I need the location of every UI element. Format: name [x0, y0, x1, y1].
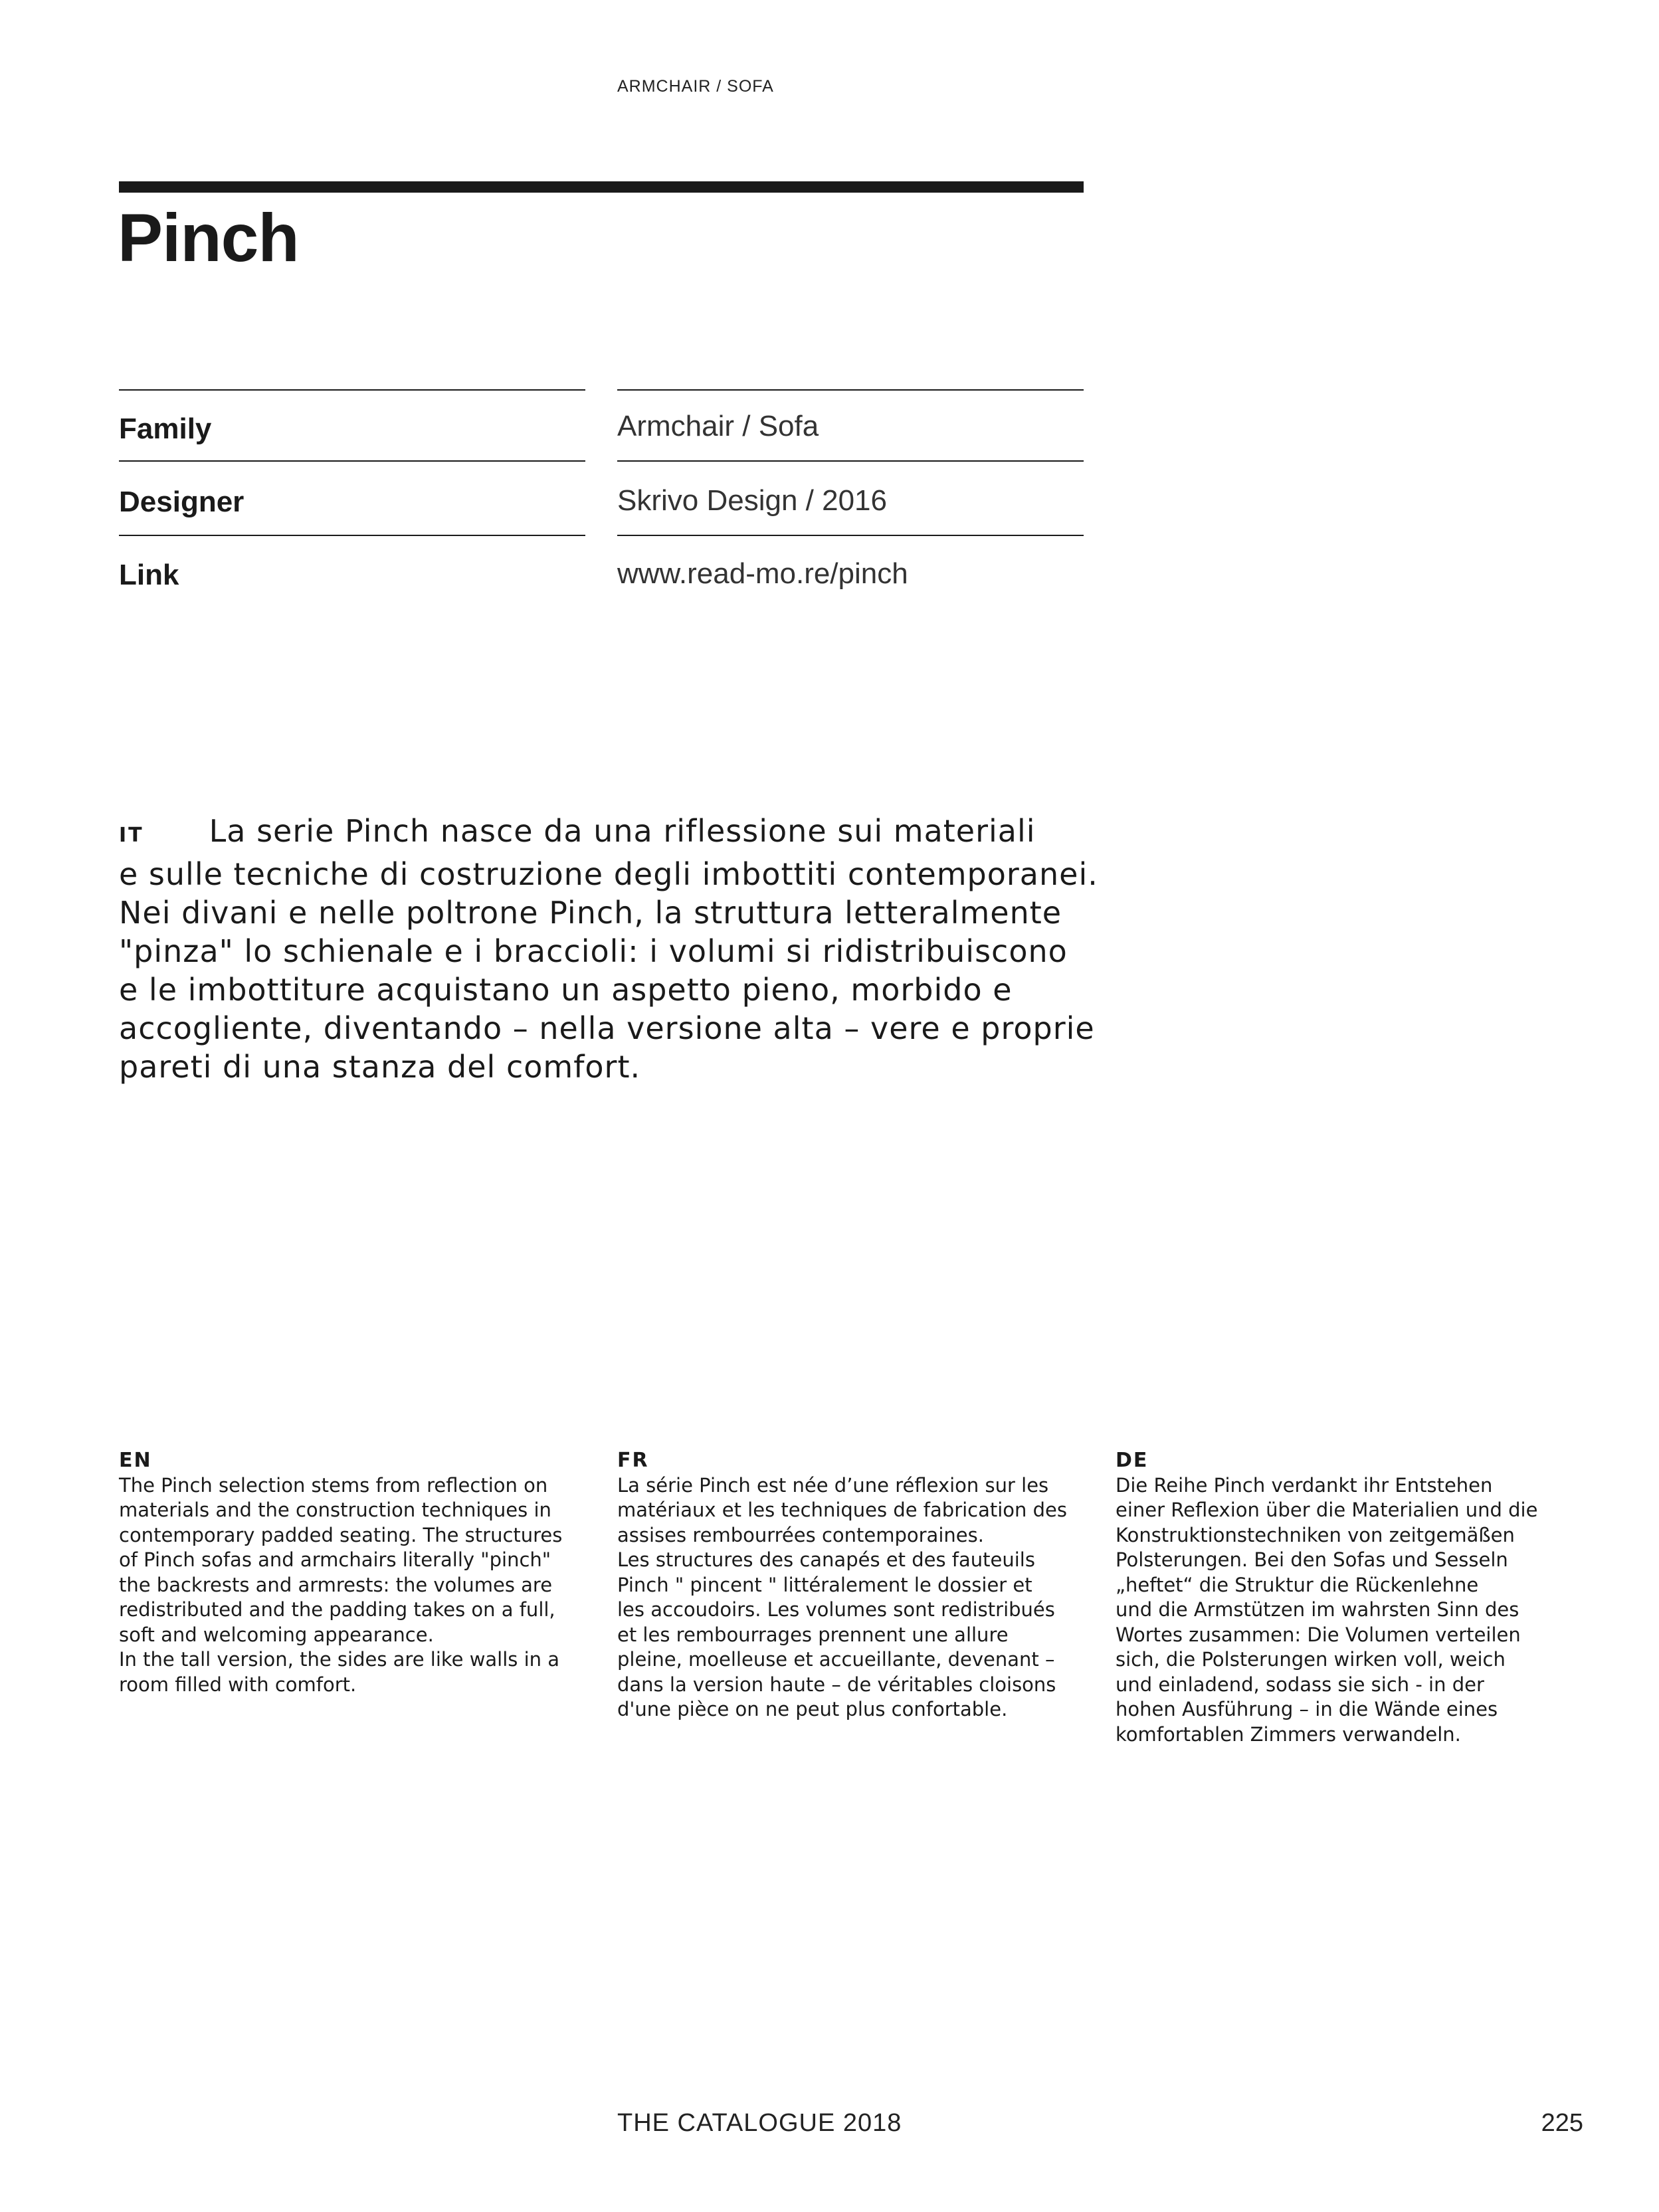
spec-rule [617, 460, 1084, 462]
text-line: matériaux et les techniques de fabrication des [617, 1499, 1068, 1521]
spec-label-link: Link [119, 559, 179, 591]
spec-rule [119, 389, 585, 391]
text-line: hohen Ausführung – in die Wände eines [1116, 1698, 1498, 1720]
spec-rule [617, 535, 1084, 536]
text-line: soft and welcoming appearance. [119, 1623, 434, 1646]
text-line: Pinch " pincent " littéralement le dossier et [617, 1573, 1032, 1596]
text-line: Polsterungen. Bei den Sofas und Sesseln [1116, 1548, 1508, 1571]
text-line: et les rembourrages prennent une allure [617, 1623, 1009, 1646]
text-line: La série Pinch est née d’une réflexion sur les [617, 1473, 1049, 1497]
text-line: the backrests and armrests: the volumes are [119, 1573, 553, 1596]
text-line: "pinza" lo schienale e i braccioli: i volumi si ridistribuiscono [119, 933, 1068, 969]
text-line: assises rembourrées contemporaines. [617, 1523, 984, 1546]
spec-rule [119, 460, 585, 462]
text-line: Wortes zusammen: Die Volumen verteilen [1116, 1623, 1521, 1646]
spec-value-family: Armchair / Sofa [617, 410, 819, 442]
text-line: sich, die Polsterungen wirken voll, weich [1116, 1648, 1506, 1671]
text-line: Les structures des canapés et des fauteuils [617, 1548, 1035, 1571]
text-line: room filled with comfort. [119, 1673, 357, 1696]
text-line: d'une pièce on ne peut plus confortable. [617, 1698, 1008, 1720]
italian-description [119, 812, 1098, 1086]
lang-label-fr: FR [617, 1449, 649, 1472]
text-line: redistributed and the padding takes on a full, [119, 1598, 555, 1621]
text-line: accogliente, diventando – nella versione alta – vere e proprie [119, 1010, 1095, 1046]
text-line: of Pinch sofas and armchairs literally "pinch" [119, 1548, 551, 1571]
text-line: komfortablen Zimmers verwandeln. [1116, 1722, 1461, 1746]
category-label: ARMCHAIR / SOFA [617, 77, 774, 96]
text-line: les accoudoirs. Les volumes sont redistribués [617, 1598, 1055, 1621]
text-line: „heftet“ die Struktur die Rückenlehne [1116, 1573, 1479, 1596]
page-title: Pinch [118, 200, 299, 276]
text-line: e sulle tecniche di costruzione degli imbottiti contemporanei. [119, 856, 1098, 892]
lang-label-en: EN [119, 1449, 152, 1472]
spec-rule [119, 535, 585, 536]
text-line: einer Reflexion über die Materialien und die [1116, 1499, 1538, 1521]
text-line: und die Armstützen im wahrsten Sinn des [1116, 1598, 1519, 1621]
text-line: Nei divani e nelle poltrone Pinch, la struttura letteralmente [119, 895, 1062, 931]
title-divider [119, 181, 1084, 193]
text-line: The Pinch selection stems from reflection on [119, 1473, 548, 1497]
lang-label-de: DE [1116, 1449, 1149, 1472]
text-line: materials and the construction techniques in [119, 1499, 551, 1521]
text-line: e le imbottiture acquistano un aspetto pieno, morbido e [119, 972, 1013, 1008]
footer-catalogue-title: THE CATALOGUE 2018 [617, 2109, 902, 2137]
german-description [1116, 1448, 1581, 1747]
text-line: Konstruktionstechniken von zeitgemäßen [1116, 1523, 1515, 1546]
text-line: La serie Pinch nasce da una riflessione sui materiali [209, 813, 1036, 849]
text-line: contemporary padded seating. The structures [119, 1523, 563, 1546]
text-line: und einladend, sodass sie sich - in der [1116, 1673, 1484, 1696]
spec-value-link[interactable]: www.read-mo.re/pinch [617, 557, 908, 590]
text-line: Die Reihe Pinch verdankt ihr Entstehen [1116, 1473, 1493, 1497]
spec-label-family: Family [119, 413, 212, 445]
french-description [617, 1448, 1082, 1722]
lang-label-it: IT [119, 824, 144, 847]
text-line: pareti di una stanza del comfort. [119, 1049, 641, 1085]
text-line: dans la version haute – de véritables cloisons [617, 1673, 1056, 1696]
page-number: 225 [1541, 2109, 1583, 2137]
spec-value-designer: Skrivo Design / 2016 [617, 484, 887, 517]
spec-label-designer: Designer [119, 486, 244, 518]
spec-rule [617, 389, 1084, 391]
text-line: pleine, moelleuse et accueillante, devenant – [617, 1648, 1055, 1671]
text-line: In the tall version, the sides are like walls in a [119, 1648, 560, 1671]
english-description [119, 1448, 584, 1697]
